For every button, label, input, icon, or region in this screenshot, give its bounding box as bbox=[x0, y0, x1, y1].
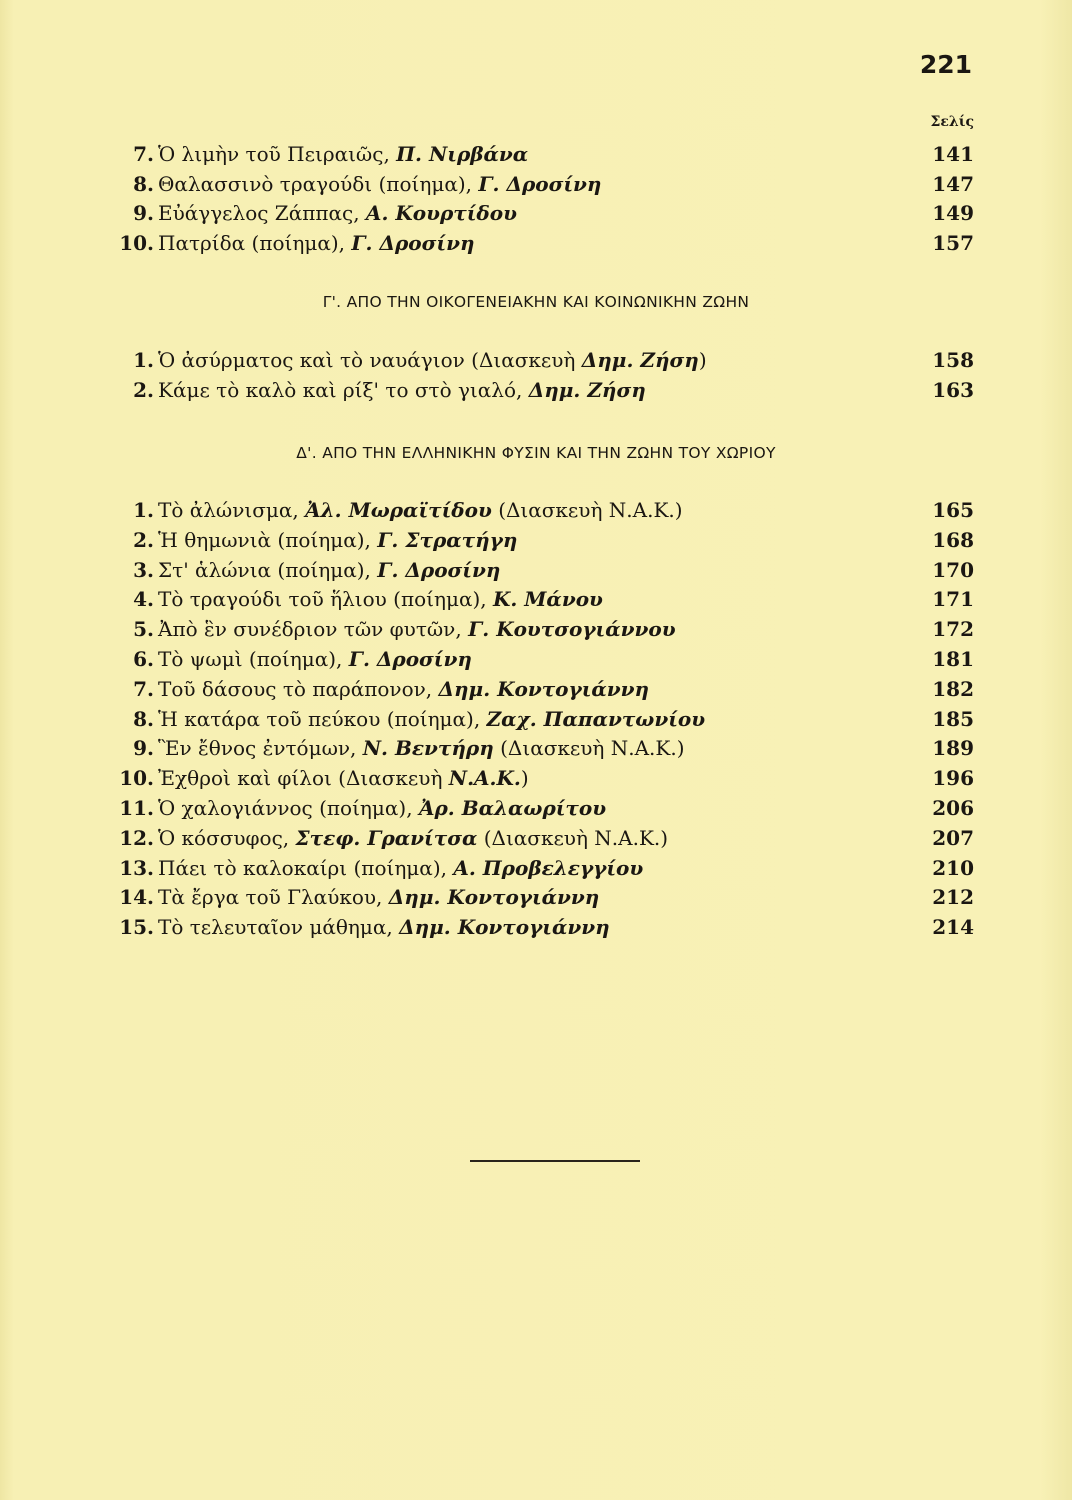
entry-title: Πατρίδα (ποίημα), bbox=[158, 230, 345, 255]
section-heading-d: Δ'. ΑΠΟ ΤΗΝ ΕΛΛΗΝΙΚΗΝ ΦΥΣΙΝ ΚΑΙ ΤΗΝ ΖΩΗΝ ΤΟΥ ΧΩΡΙΟΥ bbox=[296, 444, 776, 462]
entry-title-line bbox=[158, 763, 529, 793]
entry-title-line bbox=[158, 375, 646, 405]
entry-title: Ὁ χαλογιάννος (ποίημα), bbox=[158, 796, 413, 820]
contents-entry bbox=[0, 793, 1072, 823]
entry-author: Δημ. Κοντογιάννη bbox=[399, 915, 610, 940]
entry-author: Α. Προβελεγγίου bbox=[453, 855, 644, 880]
entry-title-line bbox=[158, 345, 707, 375]
contents-entry bbox=[0, 704, 1072, 734]
end-rule bbox=[470, 1160, 640, 1162]
page-column-header: Σελίς bbox=[930, 114, 974, 130]
entry-title-line bbox=[158, 228, 474, 258]
contents-entry bbox=[0, 169, 1072, 199]
entry-number: 5. bbox=[133, 617, 154, 642]
entry-page: 181 bbox=[932, 647, 974, 671]
entry-author: Π. Νιρβάνα bbox=[396, 142, 529, 166]
entry-extra: (Διασκευὴ Ν.Α.Κ.) bbox=[500, 736, 685, 761]
contents-entry bbox=[0, 644, 1072, 674]
entry-title-line bbox=[158, 584, 603, 614]
entry-title: Τὸ ἀλώνισμα, bbox=[158, 498, 299, 522]
contents-entry bbox=[0, 614, 1072, 644]
entry-page: 149 bbox=[932, 201, 974, 225]
contents-entry bbox=[0, 198, 1072, 228]
entry-page: 207 bbox=[932, 825, 974, 850]
entry-page: 206 bbox=[932, 796, 974, 820]
entry-page: 168 bbox=[932, 527, 974, 552]
entry-author: Ἀλ. Μωραϊτίδου bbox=[305, 498, 492, 522]
entry-title: Τὰ ἔργα τοῦ Γλαύκου, bbox=[158, 885, 383, 910]
entry-number: 3. bbox=[133, 557, 154, 582]
entry-title: Ἡ θημωνιὰ (ποίημα), bbox=[158, 527, 371, 552]
entry-title: Τὸ τραγούδι τοῦ ἥλιου (ποίημα), bbox=[158, 587, 487, 612]
contents-entry bbox=[0, 375, 1072, 405]
entry-number: 8. bbox=[133, 171, 154, 196]
entry-number: 2. bbox=[133, 378, 154, 402]
entry-title-line bbox=[158, 853, 643, 883]
entry-number: 11. bbox=[119, 796, 154, 820]
entry-page: 212 bbox=[932, 885, 974, 910]
entry-author: Γ. Κουτσογιάννου bbox=[468, 617, 676, 642]
entry-author: Στεφ. Γρανίτσα bbox=[295, 825, 478, 850]
entry-title: Στ' ἁλώνια (ποίημα), bbox=[158, 557, 371, 582]
entry-title: Πάει τὸ καλοκαίρι (ποίημα), bbox=[158, 855, 447, 880]
entry-number: 7. bbox=[133, 142, 154, 166]
entry-number: 10. bbox=[119, 766, 154, 791]
entry-title: Ἀπὸ ἓν συνέδριον τῶν φυτῶν, bbox=[158, 617, 462, 642]
entry-author: Δημ. Κοντογιάννη bbox=[438, 676, 650, 701]
entry-number: 2. bbox=[133, 527, 154, 552]
entry-page: 163 bbox=[932, 378, 974, 402]
entry-title-line bbox=[158, 793, 606, 823]
entry-title-line bbox=[158, 733, 685, 763]
entry-title-line bbox=[158, 704, 705, 734]
entry-number: 12. bbox=[119, 825, 154, 850]
entry-author: Γ. Δροσίνη bbox=[377, 557, 501, 582]
contents-entry bbox=[0, 733, 1072, 763]
entry-title-line bbox=[158, 525, 517, 555]
entry-page: 157 bbox=[932, 230, 974, 255]
entry-author: Δημ. Ζήση bbox=[528, 378, 646, 402]
entry-author: Δημ. Κοντογιάννη bbox=[388, 885, 600, 910]
entry-title-line bbox=[158, 644, 472, 674]
entry-title-line bbox=[158, 495, 683, 525]
entry-page: 182 bbox=[932, 676, 974, 701]
entry-title-line bbox=[158, 674, 649, 704]
entry-title-line bbox=[158, 139, 528, 169]
entry-title: Κάμε τὸ καλὸ καὶ ρίξ' το στὸ γιαλό, bbox=[158, 378, 523, 402]
entry-title: Θαλασσινὸ τραγούδι (ποίημα), bbox=[158, 171, 472, 196]
contents-entry bbox=[0, 823, 1072, 853]
entry-page: 170 bbox=[932, 557, 974, 582]
entry-title-line bbox=[158, 614, 676, 644]
entry-author: Ν. Βεντήρη bbox=[362, 736, 494, 761]
entry-page: 158 bbox=[932, 348, 974, 372]
entry-author: Ν.Α.Κ. bbox=[448, 766, 521, 791]
contents-entry bbox=[0, 525, 1072, 555]
entry-title: Τὸ ψωμὶ (ποίημα), bbox=[158, 647, 343, 671]
entry-page: 165 bbox=[932, 498, 974, 522]
entry-extra: (Διασκευὴ Ν.Α.Κ.) bbox=[498, 498, 683, 522]
entry-author: Α. Κουρτίδου bbox=[365, 201, 517, 225]
entry-title: Ἓν ἔθνος ἐντόμων, bbox=[158, 736, 357, 761]
entry-number: 4. bbox=[133, 587, 154, 612]
entry-title: Ὁ ἀσύρματος καὶ τὸ ναυάγιον (Διασκευὴ bbox=[158, 348, 576, 372]
entry-title: Τὸ τελευταῖον μάθημα, bbox=[158, 915, 393, 940]
entry-title: Τοῦ δάσους τὸ παράπονον, bbox=[158, 676, 433, 701]
contents-entry bbox=[0, 882, 1072, 912]
entry-author: Γ. Στρατήγη bbox=[377, 527, 518, 552]
entry-extra: ) bbox=[698, 348, 707, 372]
entry-title-line bbox=[158, 169, 601, 199]
entry-number: 9. bbox=[133, 736, 154, 761]
page-number: 221 bbox=[919, 50, 972, 79]
entry-title: Ὁ λιμὴν τοῦ Πειραιῶς, bbox=[158, 142, 390, 166]
entry-number: 6. bbox=[133, 647, 154, 671]
entry-extra: ) bbox=[520, 766, 529, 791]
entry-number: 13. bbox=[119, 855, 154, 880]
entry-page: 141 bbox=[932, 142, 974, 166]
contents-entry bbox=[0, 555, 1072, 585]
entry-page: 185 bbox=[932, 706, 974, 731]
entry-number: 9. bbox=[133, 201, 154, 225]
contents-entry bbox=[0, 345, 1072, 375]
entry-page: 189 bbox=[932, 736, 974, 761]
entry-number: 15. bbox=[119, 915, 154, 940]
contents-entry bbox=[0, 674, 1072, 704]
entry-author: Γ. Δροσίνη bbox=[478, 171, 602, 196]
entry-title: Ἡ κατάρα τοῦ πεύκου (ποίημα), bbox=[158, 706, 481, 731]
entry-page: 147 bbox=[932, 171, 974, 196]
contents-entry bbox=[0, 763, 1072, 793]
section-heading-c: Γ'. ΑΠΟ ΤΗΝ ΟΙΚΟΓΕΝΕΙΑΚΗΝ ΚΑΙ ΚΟΙΝΩΝΙΚΗΝ ΖΩΗΝ bbox=[322, 293, 750, 311]
entry-title-line bbox=[158, 882, 599, 912]
contents-entry bbox=[0, 228, 1072, 258]
entry-author: Γ. Δροσίνη bbox=[351, 230, 475, 255]
entry-page: 171 bbox=[932, 587, 974, 612]
entry-title: Ἐχθροὶ καὶ φίλοι (Διασκευὴ bbox=[158, 766, 443, 791]
contents-entry bbox=[0, 139, 1072, 169]
entry-number: 1. bbox=[133, 348, 154, 372]
entry-author: Γ. Δροσίνη bbox=[348, 647, 472, 671]
contents-entry bbox=[0, 853, 1072, 883]
entry-title-line bbox=[158, 198, 517, 228]
entry-page: 172 bbox=[932, 617, 974, 642]
entry-number: 10. bbox=[119, 230, 154, 255]
entry-extra: (Διασκευὴ Ν.Α.Κ.) bbox=[483, 825, 669, 850]
entry-page: 210 bbox=[932, 855, 974, 880]
entry-title: Εὐάγγελος Ζάππας, bbox=[158, 201, 360, 225]
entry-page: 214 bbox=[932, 915, 974, 940]
contents-entry bbox=[0, 495, 1072, 525]
entry-number: 8. bbox=[133, 706, 154, 731]
entry-author: Κ. Μάνου bbox=[492, 587, 603, 612]
entry-title: Ὁ κόσσυφος, bbox=[158, 825, 290, 850]
entry-title-line bbox=[158, 555, 500, 585]
entry-number: 14. bbox=[119, 885, 154, 910]
entry-author: Δημ. Ζήση bbox=[581, 348, 699, 372]
entry-title-line bbox=[158, 823, 668, 853]
entry-number: 7. bbox=[133, 676, 154, 701]
contents-entry bbox=[0, 584, 1072, 614]
entry-number: 1. bbox=[133, 498, 154, 522]
entry-page: 196 bbox=[932, 766, 974, 791]
entry-title-line bbox=[158, 912, 610, 942]
contents-entry bbox=[0, 912, 1072, 942]
entry-author: Ἀρ. Βαλαωρίτου bbox=[418, 796, 607, 820]
entry-author: Ζαχ. Παπαντωνίου bbox=[486, 706, 706, 731]
